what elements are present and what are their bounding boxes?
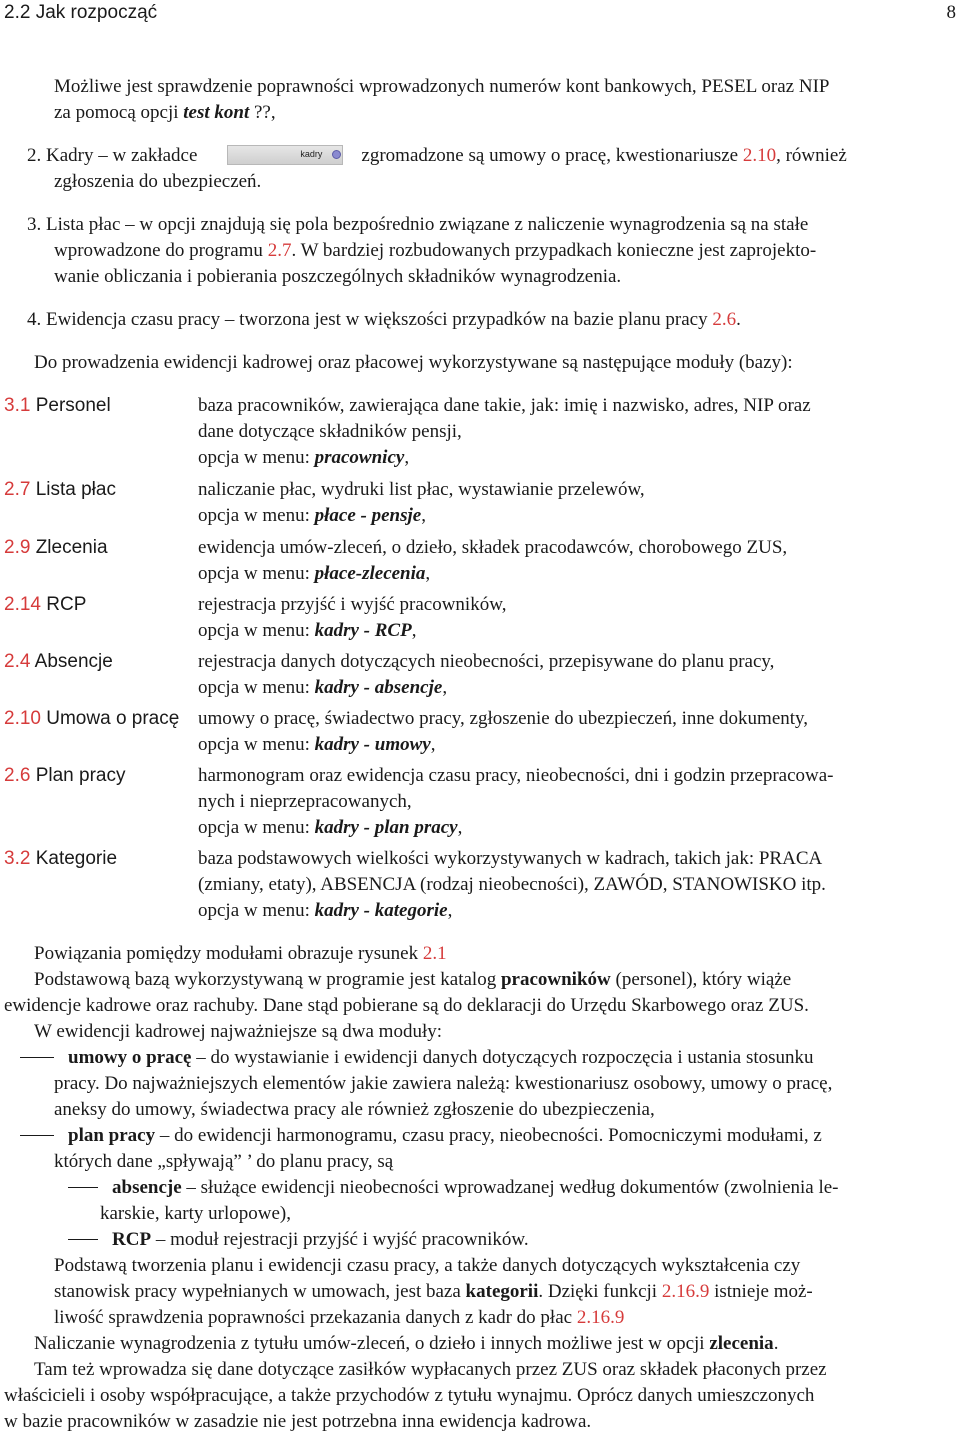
module-menu: opcja w menu: kadry - umowy, [198,734,436,755]
item-3-line-3: wanie obliczania i pobierania poszczególnych składników wynagrodzenia. [54,266,622,287]
paragraph: właścicieli i osoby współpracujące, a także przychodów z tytułu wynajmu. Oprócz danych umieszczonych [4,1385,815,1406]
module-desc: (zmiany, etaty), ABSENCJA (rodzaj nieobecności), ZAWÓD, STANOWISKO itp. [198,874,826,895]
dash-icon [68,1239,98,1240]
module-menu: opcja w menu: płace - pensje, [198,505,426,526]
module-name: 2.4 Absencje [4,651,113,672]
kadry-tab-button[interactable]: kadry [227,145,343,165]
module-name: 2.7 Lista płac [4,479,116,500]
module-desc: rejestracja danych dotyczących nieobecności, przepisywane do planu pracy, [198,651,775,672]
paragraph: liwość sprawdzenia poprawności przekazania danych z kadr do płac 2.16.9 [54,1307,625,1328]
module-desc: baza pracowników, zawierająca dane takie, jak: imię i nazwisko, adres, NIP oraz [198,395,811,416]
module-desc: dane dotyczące składników pensji, [198,421,462,442]
paragraph: Tam też wprowadza się dane dotyczące zasiłków wypłacanych przez ZUS oraz składek płaconych przez [34,1359,827,1380]
dash-icon [68,1187,98,1188]
bullet-text: karskie, karty urlopowe), [100,1203,291,1224]
intro-line-1: Możliwe jest sprawdzenie poprawności wprowadzonych numerów kont bankowych, PESEL oraz NIP [54,76,830,97]
module-menu: opcja w menu: pracownicy, [198,447,410,468]
module-desc: harmonogram oraz ewidencja czasu pracy, nieobecności, dni i godzin przepracowa- [198,765,834,786]
item-3-line-2: wprowadzone do programu 2.7. W bardziej rozbudowanych przypadkach konieczne jest zaprojekto- [54,240,817,261]
modules-intro: Do prowadzenia ewidencji kadrowej oraz płacowej wykorzystywane są następujące moduły (bazy): [34,352,793,373]
paragraph: Podstawą tworzenia planu i ewidencji czasu pracy, a także danych dotyczących wykształcenia czy [54,1255,801,1276]
section-title: 2.2 Jak rozpocząć [4,2,158,23]
module-desc: umowy o pracę, świadectwo pracy, zgłoszenie do ubezpieczeń, inne dokumenty, [198,708,809,729]
subbullet-absencje: absencje – służące ewidencji nieobecności wprowadzanej według dokumentów (zwolnienia le- [68,1175,839,1201]
item-2-line-1: 2. Kadry – w zakładce kadry zgromadzone są umowy o pracę, kwestionariusze 2.10, również [27,145,847,166]
ref-link[interactable]: 2.6 [712,309,737,330]
subbullet-rcp: RCP – moduł rejestracji przyjść i wyjść pracowników. [68,1227,529,1253]
module-desc: baza podstawowych wielkości wykorzystywanych w kadrach, takich jak: PRACA [198,848,823,869]
bullet-plan: plan pracy – do ewidencji harmonogramu, czasu pracy, nieobecności. Pomocniczymi modułami, z [20,1123,822,1149]
paragraph: stanowisk pracy wypełnianych w umowach, jest baza kategorii. Dzięki funkcji 2.16.9 istnieje moż- [54,1281,813,1302]
module-menu: opcja w menu: kadry - plan pracy, [198,817,463,838]
module-desc: rejestracja przyjść i wyjść pracowników, [198,594,507,615]
page-header [4,2,956,28]
intro-line-2: za pomocą opcji test kont ??, [54,102,276,123]
module-name: 3.1 Personel [4,395,111,416]
module-menu: opcja w menu: kadry - kategorie, [198,900,453,921]
paragraph: ewidencje kadrowe oraz rachuby. Dane stąd pobierane są do deklaracji do Urzędu Skarbowego oraz ZUS. [4,995,809,1016]
paragraph: W ewidencji kadrowej najważniejsze są dwa moduły: [34,1021,443,1042]
module-name: 2.9 Zlecenia [4,537,108,558]
paragraph: Powiązania pomiędzy modułami obrazuje rysunek 2.1 [34,943,447,964]
page-number: 8 [946,2,956,23]
bullet-text: których dane „spływają” ’ do planu pracy, są [54,1151,394,1172]
bullet-umowy: umowy o pracę – do wystawianie i ewidencji danych dotyczących rozpoczęcia i ustania stosunku [20,1045,814,1071]
paragraph: Naliczanie wynagrodzenia z tytułu umów-zleceń, o dzieło i innych możliwe jest w opcji zlecenia. [34,1333,779,1354]
paragraph: w bazie pracowników w zasadzie nie jest potrzebna inna ewidencja kadrowa. [4,1411,592,1432]
module-menu: opcja w menu: kadry - absencje, [198,677,448,698]
ref-link[interactable]: 2.1 [422,943,447,964]
ref-link[interactable]: 2.16.9 [661,1281,710,1302]
bullet-text: pracy. Do najważniejszych elementów jakie zawiera należą: kwestionariusz osobowy, umowy o pracę, [54,1073,833,1094]
item-4: 4. Ewidencja czasu pracy – tworzona jest w większości przypadków na bazie planu pracy 2.6. [27,309,741,330]
item-2-line-2: zgłoszenia do ubezpieczeń. [54,171,262,192]
module-menu: opcja w menu: płace-zlecenia, [198,563,431,584]
paragraph: Podstawową bazą wykorzystywaną w programie jest katalog pracowników (personel), który wiąże [34,969,792,990]
module-desc: naliczanie płac, wydruki list płac, wystawianie przelewów, [198,479,645,500]
module-name: 2.6 Plan pracy [4,765,126,786]
dash-icon [20,1135,54,1136]
test-kont-option: test kont [183,102,250,123]
person-icon [332,150,341,159]
ref-link[interactable]: 2.10 [742,145,777,166]
bullet-text: aneksy do umowy, świadectwa pracy ale również zgłoszenie do ubezpieczenia, [54,1099,655,1120]
module-desc: ewidencja umów-zleceń, o dzieło, składek pracodawców, chorobowego ZUS, [198,537,788,558]
module-name: 3.2 Kategorie [4,848,118,869]
module-menu: opcja w menu: kadry - RCP, [198,620,417,641]
module-name: 2.14 RCP [4,594,87,615]
module-name: 2.10 Umowa o pracę [4,708,180,729]
ref-link[interactable]: 2.16.9 [576,1307,625,1328]
item-3-line-1: 3. Lista płac – w opcji znajdują się pola bezpośrednio związane z naliczenie wynagrodzenia są na stałe [27,214,809,235]
ref-link[interactable]: 2.7 [267,240,292,261]
dash-icon [20,1057,54,1058]
module-desc: nych i nieprzepracowanych, [198,791,412,812]
